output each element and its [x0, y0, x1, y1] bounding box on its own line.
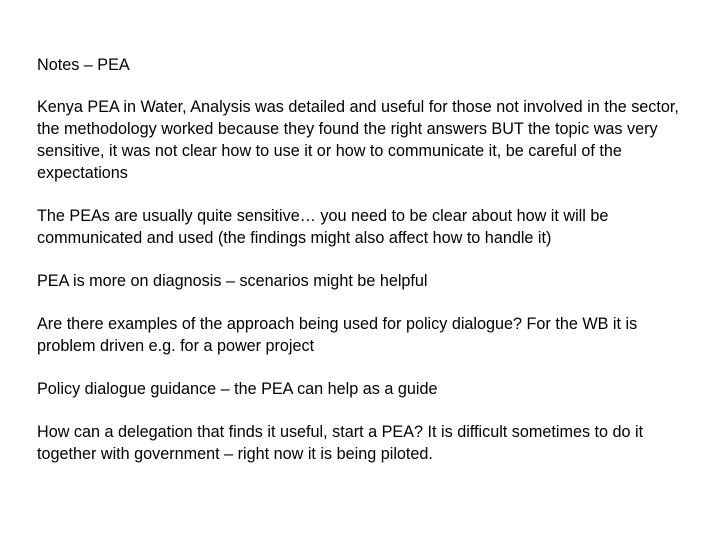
- notes-paragraph-delegation: How can a delegation that finds it useful, start a PEA? It is difficult sometimes to do it together with government – right now it is being piloted.: [37, 423, 644, 463]
- notes-paragraph-sensitivity: The PEAs are usually quite sensitive… you need to be clear about how it will be communicated and used (the findings might also affect how to handle it): [37, 207, 609, 247]
- notes-paragraph-diagnosis: PEA is more on diagnosis – scenarios might be helpful: [37, 272, 428, 290]
- notes-body: [37, 54, 685, 486]
- notes-paragraph-policy-dialogue-examples: Are there examples of the approach being used for policy dialogue? For the WB it is problem driven e.g. for a power project: [37, 315, 638, 355]
- notes-paragraph-kenya-pea: Kenya PEA in Water, Analysis was detailed and useful for those not involved in the sector, the methodology worked because they found the right answers BUT the topic was very sensitive, it was not clear how to use it or how to communicate it, be careful of the expectations: [37, 98, 679, 182]
- notes-title: Notes – PEA: [37, 56, 130, 74]
- notes-paragraph-policy-guidance: Policy dialogue guidance – the PEA can help as a guide: [37, 380, 438, 398]
